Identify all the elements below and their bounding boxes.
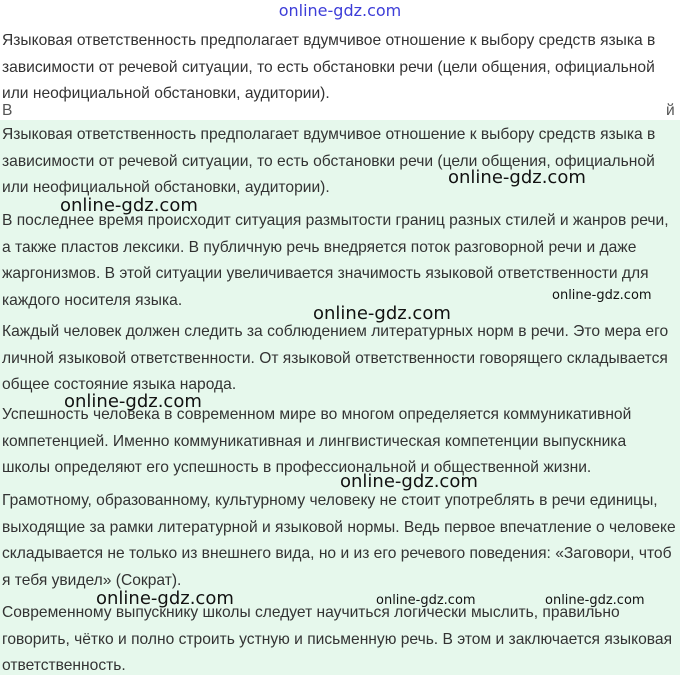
intro-paragraph: Языковая ответственность предполагает вдумчивое отношение к выбору средств языка в зависимости от речевой ситуации, то есть обстановки речи (цели общения, официальной или неофициальной обстановки, аудитории). [2, 32, 656, 102]
watermark-overlay: online-gdz.com [552, 288, 652, 303]
answer-paragraph-4: Успешность человека в современном мире во многом определяется коммуникативной компетенцией. Именно коммуникативная и лингвистическая компетенции выпускника школы определяют его успешность в профессиональной и общественной жизни. [2, 406, 632, 476]
answer-paragraph-6: Современному выпускнику школы следует научиться логически мыслить, правильно говорить, чётко и полно строить устную и письменную речь. В этом и заключается языковая ответственность. [2, 604, 673, 674]
answer-panel [0, 120, 680, 675]
answer-paragraph-3: Каждый человек должен следить за соблюдением литературных норм в речи. Это мера его личной языковой ответственности. От языковой ответственности говорящего складывается общее состояние языка народа. [2, 323, 669, 393]
watermark-overlay: online-gdz.com [313, 303, 451, 324]
watermark-overlay: online-gdz.com [340, 471, 478, 492]
top-watermark: online-gdz.com [278, 1, 402, 20]
watermark-overlay: online-gdz.com [60, 195, 198, 216]
watermark-overlay: online-gdz.com [96, 588, 234, 609]
clipped-text-start: В [2, 102, 13, 119]
answer-paragraph-1: Языковая ответственность предполагает вдумчивое отношение к выбору средств языка в зависимости от речевой ситуации, то есть обстановки речи (цели общения, официальной или неофициальной обстановки, аудитории). [2, 126, 656, 196]
watermark-overlay: online-gdz.com [64, 391, 202, 412]
clipped-text-line [0, 102, 680, 120]
clipped-text-end: й [666, 102, 675, 119]
watermark-overlay: online-gdz.com [376, 593, 476, 608]
answer-paragraph-5: Грамотному, образованному, культурному человеку не стоит употреблять в речи единицы, выходящие за рамки литературной и языковой нормы. Ведь первое впечатление о человеке складывается не только из внешнего вида, но и из его речевого поведения: «Заговори, чтоб я тебя увидел» (Сократ). [2, 492, 676, 589]
watermark-overlay: online-gdz.com [545, 593, 645, 608]
answer-paragraph-2: В последнее время происходит ситуация размытости границ разных стилей и жанров речи, а также пластов лексики. В публичную речь внедряется поток разговорной речи и даже жаргонизмов. В этой ситуации увеличивается значимость языковой ответственности для каждого носителя языка. [2, 212, 669, 309]
watermark-overlay: online-gdz.com [448, 167, 586, 188]
